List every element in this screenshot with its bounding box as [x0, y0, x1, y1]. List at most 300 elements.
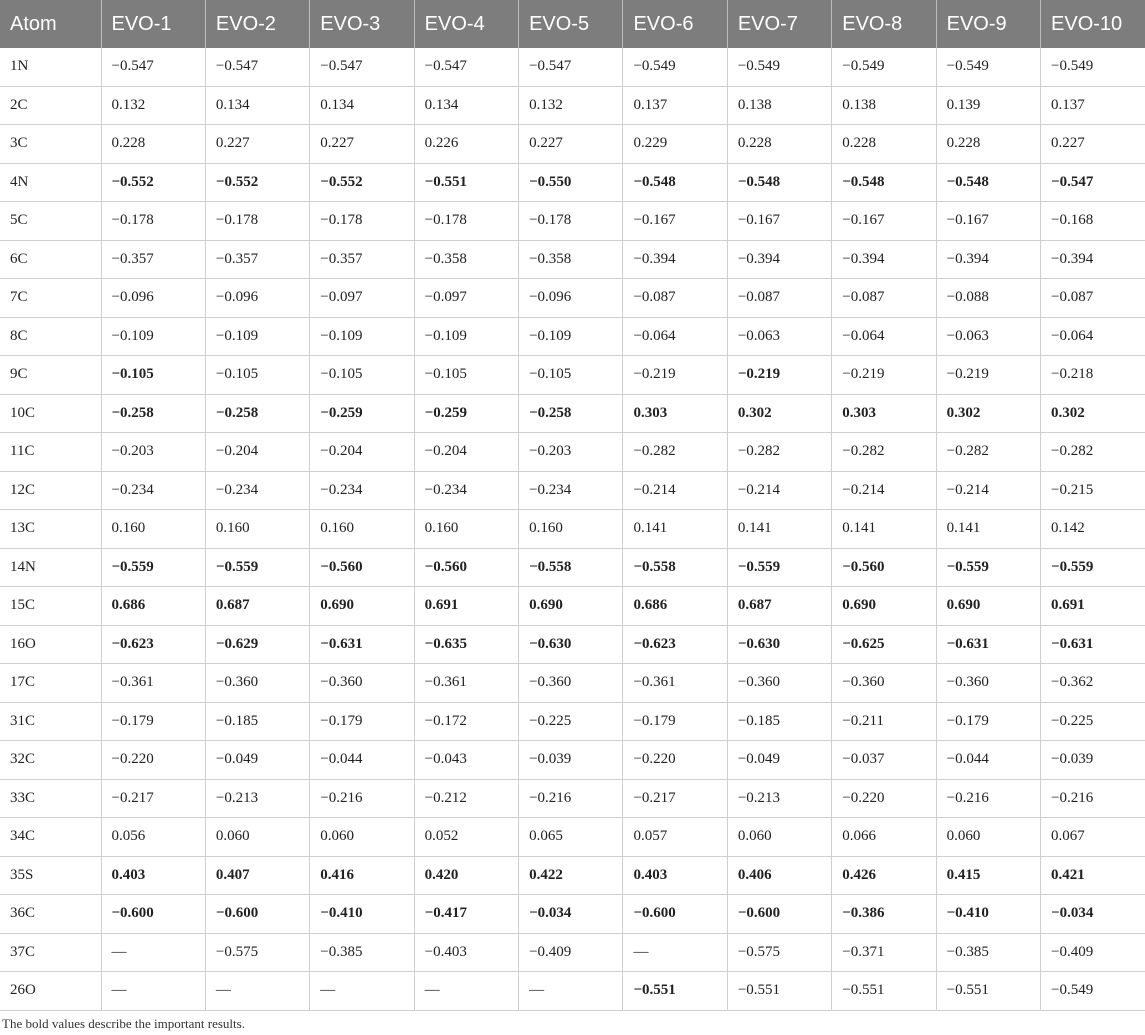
charge-value-cell: −0.623 [101, 625, 205, 664]
charge-value-cell: −0.219 [936, 356, 1040, 395]
charge-value-cell: −0.049 [205, 741, 309, 780]
charge-value-cell: −0.282 [832, 433, 936, 472]
charge-value-cell: −0.204 [414, 433, 518, 472]
charge-value-cell: −0.097 [414, 279, 518, 318]
atom-label-cell: 7C [0, 279, 101, 318]
charge-value-cell: −0.214 [623, 471, 727, 510]
atom-label-cell: 37C [0, 933, 101, 972]
charge-value-cell: −0.282 [623, 433, 727, 472]
charge-value-cell: −0.213 [205, 779, 309, 818]
charge-value-cell: −0.105 [310, 356, 414, 395]
charge-value-cell: −0.358 [414, 240, 518, 279]
charge-value-cell: −0.550 [519, 163, 623, 202]
table-body [0, 48, 1145, 1010]
charge-value-cell: −0.361 [623, 664, 727, 703]
charge-value-cell: −0.179 [623, 702, 727, 741]
charge-value-cell: −0.218 [1041, 356, 1145, 395]
charge-value-cell: −0.064 [1041, 317, 1145, 356]
atom-label-cell: 4N [0, 163, 101, 202]
atom-label-cell: 1N [0, 48, 101, 86]
atom-label-cell: 15C [0, 587, 101, 626]
charge-value-cell: −0.178 [414, 202, 518, 241]
charge-value-cell: −0.063 [727, 317, 831, 356]
charge-value-cell: −0.551 [936, 972, 1040, 1011]
charge-value-cell: −0.219 [727, 356, 831, 395]
charge-value-cell: 0.690 [310, 587, 414, 626]
charge-value-cell: 0.139 [936, 86, 1040, 125]
charge-value-cell: −0.409 [519, 933, 623, 972]
charge-value-cell: −0.220 [623, 741, 727, 780]
charge-value-cell: −0.168 [1041, 202, 1145, 241]
table-row [0, 471, 1145, 510]
atom-label-cell: 31C [0, 702, 101, 741]
charge-value-cell: −0.549 [936, 48, 1040, 86]
column-header-evo-4: EVO-4 [414, 0, 518, 48]
charge-value-cell: — [101, 933, 205, 972]
charge-value-cell: 0.228 [101, 125, 205, 164]
charge-value-cell: −0.552 [310, 163, 414, 202]
charge-value-cell: 0.160 [519, 510, 623, 549]
charge-value-cell: 0.227 [1041, 125, 1145, 164]
charge-value-cell: −0.560 [832, 548, 936, 587]
charge-value-cell: −0.204 [205, 433, 309, 472]
atom-label-cell: 13C [0, 510, 101, 549]
charge-value-cell: −0.360 [310, 664, 414, 703]
charge-value-cell: −0.558 [623, 548, 727, 587]
charge-value-cell: 0.406 [727, 856, 831, 895]
charge-value-cell: −0.360 [519, 664, 623, 703]
charge-value-cell: −0.217 [101, 779, 205, 818]
table-row [0, 741, 1145, 780]
charge-value-cell: −0.558 [519, 548, 623, 587]
charge-value-cell: −0.167 [623, 202, 727, 241]
charge-value-cell: −0.203 [519, 433, 623, 472]
charge-value-cell: −0.179 [101, 702, 205, 741]
charge-value-cell: −0.549 [1041, 48, 1145, 86]
charge-value-cell: −0.105 [101, 356, 205, 395]
charge-value-cell: 0.228 [727, 125, 831, 164]
charge-value-cell: −0.185 [205, 702, 309, 741]
charge-value-cell: −0.600 [727, 895, 831, 934]
charge-value-cell: 0.141 [727, 510, 831, 549]
charge-value-cell: — [205, 972, 309, 1011]
table-row [0, 317, 1145, 356]
charge-value-cell: −0.179 [310, 702, 414, 741]
charge-value-cell: −0.109 [205, 317, 309, 356]
charge-value-cell: −0.575 [205, 933, 309, 972]
charge-value-cell: −0.394 [727, 240, 831, 279]
charge-value-cell: −0.560 [310, 548, 414, 587]
charge-value-cell: −0.234 [101, 471, 205, 510]
atom-label-cell: 10C [0, 394, 101, 433]
charge-value-cell: −0.105 [414, 356, 518, 395]
charge-value-cell: −0.258 [205, 394, 309, 433]
charge-value-cell: 0.686 [623, 587, 727, 626]
charge-value-cell: −0.087 [727, 279, 831, 318]
charge-value-cell: — [101, 972, 205, 1011]
charge-value-cell: −0.044 [936, 741, 1040, 780]
charge-value-cell: −0.185 [727, 702, 831, 741]
charge-value-cell: 0.403 [623, 856, 727, 895]
column-header-evo-3: EVO-3 [310, 0, 414, 48]
charge-value-cell: −0.096 [519, 279, 623, 318]
charge-value-cell: −0.547 [519, 48, 623, 86]
charge-value-cell: −0.410 [310, 895, 414, 934]
charge-value-cell: −0.178 [519, 202, 623, 241]
charge-value-cell: −0.362 [1041, 664, 1145, 703]
table-row [0, 625, 1145, 664]
charge-value-cell: −0.410 [936, 895, 1040, 934]
charge-value-cell: 0.690 [936, 587, 1040, 626]
charge-value-cell: −0.225 [1041, 702, 1145, 741]
charge-value-cell: −0.361 [101, 664, 205, 703]
charge-value-cell: 0.067 [1041, 818, 1145, 857]
charge-value-cell: 0.057 [623, 818, 727, 857]
charge-value-cell: 0.138 [727, 86, 831, 125]
charge-value-cell: −0.109 [101, 317, 205, 356]
table-row [0, 279, 1145, 318]
charge-value-cell: −0.549 [727, 48, 831, 86]
charge-value-cell: −0.225 [519, 702, 623, 741]
charge-value-cell: −0.219 [832, 356, 936, 395]
charge-value-cell: 0.141 [623, 510, 727, 549]
charge-value-cell: −0.600 [623, 895, 727, 934]
charge-value-cell: −0.559 [727, 548, 831, 587]
charge-value-cell: — [623, 933, 727, 972]
charge-value-cell: −0.371 [832, 933, 936, 972]
charge-value-cell: 0.065 [519, 818, 623, 857]
charge-value-cell: 0.060 [936, 818, 1040, 857]
charge-value-cell: −0.360 [832, 664, 936, 703]
charge-value-cell: −0.212 [414, 779, 518, 818]
atom-label-cell: 8C [0, 317, 101, 356]
charge-value-cell: −0.631 [936, 625, 1040, 664]
column-header-evo-8: EVO-8 [832, 0, 936, 48]
charge-value-cell: −0.357 [101, 240, 205, 279]
charge-value-cell: 0.302 [727, 394, 831, 433]
charge-value-cell: −0.403 [414, 933, 518, 972]
column-header-evo-1: EVO-1 [101, 0, 205, 48]
table-row [0, 240, 1145, 279]
charge-value-cell: 0.691 [1041, 587, 1145, 626]
charge-value-cell: −0.360 [936, 664, 1040, 703]
table-row [0, 702, 1145, 741]
table-row [0, 125, 1145, 164]
charge-value-cell: −0.105 [519, 356, 623, 395]
charge-value-cell: −0.096 [205, 279, 309, 318]
charge-value-cell: −0.234 [310, 471, 414, 510]
charge-value-cell: −0.551 [623, 972, 727, 1011]
charge-value-cell: −0.547 [310, 48, 414, 86]
table-row [0, 48, 1145, 86]
charge-value-cell: −0.282 [1041, 433, 1145, 472]
charge-value-cell: 0.416 [310, 856, 414, 895]
charge-value-cell: −0.386 [832, 895, 936, 934]
atom-label-cell: 17C [0, 664, 101, 703]
charge-value-cell: 0.160 [310, 510, 414, 549]
charge-value-cell: 0.687 [205, 587, 309, 626]
table-footnote: The bold values describe the important results. [2, 1016, 245, 1031]
charge-value-cell: −0.204 [310, 433, 414, 472]
table-header [0, 0, 1145, 48]
charge-value-cell: 0.134 [310, 86, 414, 125]
charge-value-cell: −0.547 [205, 48, 309, 86]
charge-value-cell: −0.203 [101, 433, 205, 472]
charge-value-cell: −0.360 [205, 664, 309, 703]
charge-value-cell: −0.214 [832, 471, 936, 510]
charge-value-cell: 0.066 [832, 818, 936, 857]
charge-value-cell: −0.167 [832, 202, 936, 241]
charge-value-cell: — [310, 972, 414, 1011]
column-header-evo-2: EVO-2 [205, 0, 309, 48]
charge-value-cell: −0.551 [414, 163, 518, 202]
charge-value-cell: 0.132 [101, 86, 205, 125]
charge-value-cell: 0.141 [936, 510, 1040, 549]
charge-value-cell: — [414, 972, 518, 1011]
table-row [0, 394, 1145, 433]
charge-value-cell: 0.687 [727, 587, 831, 626]
charge-value-cell: −0.630 [727, 625, 831, 664]
table-row [0, 587, 1145, 626]
charge-value-cell: −0.552 [101, 163, 205, 202]
charge-value-cell: −0.629 [205, 625, 309, 664]
charge-value-cell: −0.178 [205, 202, 309, 241]
table-row [0, 779, 1145, 818]
charge-value-cell: 0.303 [832, 394, 936, 433]
charge-value-cell: 0.690 [519, 587, 623, 626]
atom-label-cell: 9C [0, 356, 101, 395]
charge-value-cell: −0.282 [936, 433, 1040, 472]
charge-value-cell: −0.630 [519, 625, 623, 664]
header-row [0, 0, 1145, 48]
charge-value-cell: −0.547 [414, 48, 518, 86]
charge-value-cell: −0.213 [727, 779, 831, 818]
charge-value-cell: −0.548 [936, 163, 1040, 202]
charge-value-cell: 0.160 [205, 510, 309, 549]
charge-value-cell: −0.559 [101, 548, 205, 587]
atom-label-cell: 2C [0, 86, 101, 125]
charge-value-cell: 0.403 [101, 856, 205, 895]
atom-label-cell: 36C [0, 895, 101, 934]
charge-value-cell: 0.134 [414, 86, 518, 125]
table-row [0, 972, 1145, 1011]
charge-value-cell: −0.217 [623, 779, 727, 818]
table-row [0, 163, 1145, 202]
charge-value-cell: −0.178 [101, 202, 205, 241]
charge-value-cell: −0.167 [936, 202, 1040, 241]
charge-value-cell: 0.226 [414, 125, 518, 164]
charge-value-cell: 0.137 [1041, 86, 1145, 125]
charge-value-cell: −0.039 [519, 741, 623, 780]
charge-value-cell: −0.109 [310, 317, 414, 356]
charge-value-cell: −0.043 [414, 741, 518, 780]
charge-value-cell: −0.600 [205, 895, 309, 934]
charge-value-cell: −0.623 [623, 625, 727, 664]
charge-value-cell: −0.625 [832, 625, 936, 664]
charge-value-cell: −0.631 [1041, 625, 1145, 664]
charge-value-cell: −0.216 [1041, 779, 1145, 818]
charge-value-cell: −0.234 [519, 471, 623, 510]
charge-value-cell: −0.259 [310, 394, 414, 433]
charge-value-cell: −0.087 [1041, 279, 1145, 318]
charge-value-cell: 0.138 [832, 86, 936, 125]
charge-value-cell: −0.172 [414, 702, 518, 741]
table-row [0, 202, 1145, 241]
charge-value-cell: 0.060 [205, 818, 309, 857]
column-header-evo-10: EVO-10 [1041, 0, 1145, 48]
charge-value-cell: −0.037 [832, 741, 936, 780]
column-header-evo-5: EVO-5 [519, 0, 623, 48]
charge-value-cell: −0.575 [727, 933, 831, 972]
charge-value-cell: −0.211 [832, 702, 936, 741]
charge-value-cell: −0.547 [101, 48, 205, 86]
charge-value-cell: 0.142 [1041, 510, 1145, 549]
charge-value-cell: 0.056 [101, 818, 205, 857]
charge-value-cell: −0.559 [1041, 548, 1145, 587]
charge-value-cell: −0.635 [414, 625, 518, 664]
charge-value-cell: 0.415 [936, 856, 1040, 895]
charge-value-cell: −0.034 [519, 895, 623, 934]
atom-label-cell: 33C [0, 779, 101, 818]
charge-value-cell: 0.229 [623, 125, 727, 164]
charge-value-cell: −0.044 [310, 741, 414, 780]
charge-value-cell: −0.394 [936, 240, 1040, 279]
charge-value-cell: −0.179 [936, 702, 1040, 741]
charge-value-cell: −0.234 [205, 471, 309, 510]
charge-value-cell: 0.691 [414, 587, 518, 626]
charge-value-cell: 0.407 [205, 856, 309, 895]
charge-value-cell: −0.087 [832, 279, 936, 318]
atom-label-cell: 5C [0, 202, 101, 241]
charge-value-cell: 0.421 [1041, 856, 1145, 895]
charge-value-cell: 0.422 [519, 856, 623, 895]
charge-value-cell: 0.228 [936, 125, 1040, 164]
charge-value-cell: −0.063 [936, 317, 1040, 356]
charge-value-cell: −0.559 [205, 548, 309, 587]
table-row [0, 818, 1145, 857]
column-header-evo-9: EVO-9 [936, 0, 1040, 48]
charge-value-cell: 0.228 [832, 125, 936, 164]
charge-value-cell: −0.216 [310, 779, 414, 818]
charge-value-cell: −0.034 [1041, 895, 1145, 934]
charge-value-cell: 0.134 [205, 86, 309, 125]
charge-value-cell: −0.216 [936, 779, 1040, 818]
charge-value-cell: −0.234 [414, 471, 518, 510]
charge-value-cell: −0.394 [1041, 240, 1145, 279]
charge-value-cell: −0.258 [101, 394, 205, 433]
charge-value-cell: −0.178 [310, 202, 414, 241]
charge-value-cell: −0.548 [832, 163, 936, 202]
atom-label-cell: 32C [0, 741, 101, 780]
charge-value-cell: −0.358 [519, 240, 623, 279]
charge-value-cell: 0.160 [414, 510, 518, 549]
charge-value-cell: −0.097 [310, 279, 414, 318]
charge-value-cell: 0.227 [519, 125, 623, 164]
charge-value-cell: 0.132 [519, 86, 623, 125]
atom-label-cell: 34C [0, 818, 101, 857]
charge-value-cell: −0.394 [623, 240, 727, 279]
charge-value-cell: −0.357 [205, 240, 309, 279]
table-row [0, 356, 1145, 395]
charge-value-cell: 0.160 [101, 510, 205, 549]
charge-value-cell: −0.385 [310, 933, 414, 972]
charge-value-cell: −0.394 [832, 240, 936, 279]
charge-value-cell: −0.039 [1041, 741, 1145, 780]
table-row [0, 86, 1145, 125]
table-row [0, 433, 1145, 472]
charge-value-cell: 0.690 [832, 587, 936, 626]
charge-value-cell: −0.559 [936, 548, 1040, 587]
column-header-atom: Atom [0, 0, 101, 48]
charge-value-cell: −0.105 [205, 356, 309, 395]
charge-value-cell: 0.302 [936, 394, 1040, 433]
table-row [0, 856, 1145, 895]
charge-value-cell: −0.088 [936, 279, 1040, 318]
table-row [0, 510, 1145, 549]
charge-value-cell: −0.109 [414, 317, 518, 356]
atom-label-cell: 11C [0, 433, 101, 472]
atom-label-cell: 14N [0, 548, 101, 587]
charge-value-cell: −0.220 [101, 741, 205, 780]
charge-value-cell: −0.631 [310, 625, 414, 664]
table-row [0, 895, 1145, 934]
charge-value-cell: 0.420 [414, 856, 518, 895]
charge-value-cell: −0.360 [727, 664, 831, 703]
charge-value-cell: −0.549 [1041, 972, 1145, 1011]
charge-value-cell: −0.548 [623, 163, 727, 202]
charge-value-cell: −0.357 [310, 240, 414, 279]
column-header-evo-6: EVO-6 [623, 0, 727, 48]
charge-value-cell: −0.214 [936, 471, 1040, 510]
charge-value-cell: −0.600 [101, 895, 205, 934]
charge-value-cell: −0.214 [727, 471, 831, 510]
charge-value-cell: −0.109 [519, 317, 623, 356]
charge-value-cell: −0.220 [832, 779, 936, 818]
charge-value-cell: −0.417 [414, 895, 518, 934]
charge-value-cell: −0.548 [727, 163, 831, 202]
charge-value-cell: 0.141 [832, 510, 936, 549]
table-row [0, 548, 1145, 587]
table-row [0, 664, 1145, 703]
charge-value-cell: −0.167 [727, 202, 831, 241]
atom-label-cell: 12C [0, 471, 101, 510]
charge-value-cell: −0.049 [727, 741, 831, 780]
charge-value-cell: 0.227 [310, 125, 414, 164]
charge-value-cell: −0.216 [519, 779, 623, 818]
charge-value-cell: −0.361 [414, 664, 518, 703]
charge-value-cell: −0.258 [519, 394, 623, 433]
charge-value-cell: −0.282 [727, 433, 831, 472]
charge-value-cell: −0.385 [936, 933, 1040, 972]
charge-value-cell: −0.064 [832, 317, 936, 356]
charge-value-cell: 0.137 [623, 86, 727, 125]
charge-value-cell: — [519, 972, 623, 1011]
charge-value-cell: −0.096 [101, 279, 205, 318]
charge-value-cell: 0.060 [727, 818, 831, 857]
charge-value-cell: −0.087 [623, 279, 727, 318]
atom-label-cell: 16O [0, 625, 101, 664]
charge-value-cell: −0.560 [414, 548, 518, 587]
charge-value-cell: −0.551 [727, 972, 831, 1011]
charge-value-cell: 0.302 [1041, 394, 1145, 433]
charge-value-cell: 0.303 [623, 394, 727, 433]
charge-value-cell: −0.259 [414, 394, 518, 433]
charge-value-cell: −0.551 [832, 972, 936, 1011]
charge-value-cell: 0.052 [414, 818, 518, 857]
charge-value-cell: 0.060 [310, 818, 414, 857]
charge-value-cell: −0.409 [1041, 933, 1145, 972]
atom-label-cell: 26O [0, 972, 101, 1011]
